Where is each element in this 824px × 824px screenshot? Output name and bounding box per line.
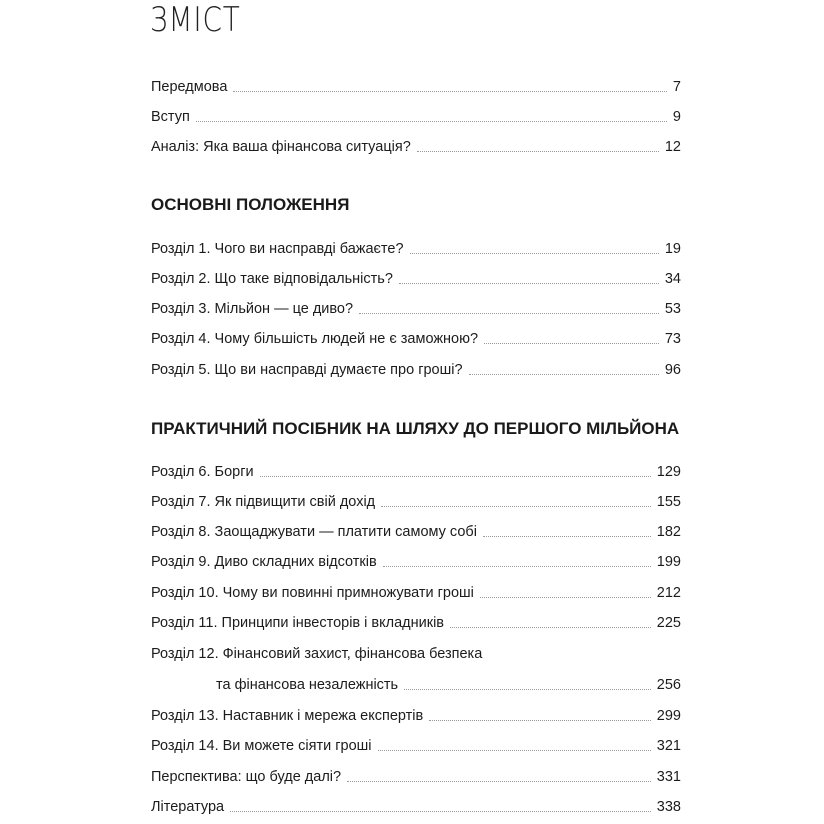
leader-dots (484, 343, 659, 344)
toc-entry-chapter-12-line-1[interactable] (151, 641, 681, 663)
toc-entry-analysis[interactable] (151, 134, 681, 156)
toc-entry-label: Розділ 3. Мільйон — це диво? (151, 301, 354, 317)
toc-entry-page: 331 (656, 769, 681, 785)
toc-entry-chapter-5[interactable] (151, 357, 681, 379)
toc-entry-chapter-2[interactable] (151, 266, 681, 288)
leader-dots (233, 91, 667, 92)
toc-entry-label: Розділ 6. Борги (151, 464, 254, 480)
toc-entry-page: 73 (664, 331, 681, 347)
toc-entry-chapter-14[interactable] (151, 733, 681, 755)
toc-entry-page: 321 (656, 738, 681, 754)
toc-entry-chapter-10[interactable] (151, 580, 681, 602)
toc-entry-page: 19 (664, 241, 681, 257)
toc-entry-page: 34 (664, 271, 681, 287)
leader-dots (359, 313, 659, 314)
page-title: ЗМІСТ (150, 0, 241, 40)
toc-entry-page: 53 (664, 301, 681, 317)
toc-entry-label: Розділ 8. Заощаджувати — платити самому собі (151, 524, 477, 540)
toc-entry-chapter-9[interactable] (151, 549, 681, 571)
leader-dots (469, 374, 659, 375)
toc-entry-chapter-1[interactable] (151, 236, 681, 258)
toc-entry-label: Розділ 4. Чому більшість людей не є заможною? (151, 331, 479, 347)
section-heading-practical-guide: ПРАКТИЧНИЙ ПОСІБНИК НА ШЛЯХУ ДО ПЕРШОГО МІЛЬЙОНА (151, 419, 680, 438)
toc-entry-foreword[interactable] (151, 74, 681, 96)
leader-dots (378, 750, 651, 751)
leader-dots (417, 151, 659, 152)
toc-entry-chapter-12-line-2[interactable] (151, 672, 681, 694)
toc-entry-perspective[interactable] (151, 764, 681, 786)
toc-entry-page: 155 (656, 494, 681, 510)
toc-entry-label: Розділ 1. Чого ви насправді бажаєте? (151, 241, 404, 257)
toc-entry-literature[interactable] (151, 794, 681, 816)
leader-dots (410, 253, 659, 254)
toc-entry-page: 182 (656, 524, 681, 540)
toc-entry-page: 338 (656, 799, 681, 815)
toc-entry-label: Розділ 10. Чому ви повинні примножувати гроші (151, 585, 474, 601)
toc-entry-label: Вступ (151, 109, 190, 125)
toc-entry-page: 96 (664, 362, 681, 378)
toc-entry-chapter-8[interactable] (151, 519, 681, 541)
leader-dots (381, 506, 651, 507)
toc-entry-page: 212 (656, 585, 681, 601)
toc-entry-chapter-11[interactable] (151, 610, 681, 632)
toc-entry-label: Розділ 12. Фінансовий захист, фінансова безпека (151, 646, 483, 662)
toc-entry-label: Розділ 7. Як підвищити свій дохід (151, 494, 376, 510)
toc-entry-page: 299 (656, 708, 681, 724)
toc-entry-page: 199 (656, 554, 681, 570)
toc-entry-label: Розділ 5. Що ви насправді думаєте про гроші? (151, 362, 463, 378)
toc-entry-introduction[interactable] (151, 104, 681, 126)
toc-entry-label: Розділ 13. Наставник і мережа експертів (151, 708, 424, 724)
toc-entry-page: 225 (656, 615, 681, 631)
leader-dots (196, 121, 667, 122)
leader-dots (399, 283, 659, 284)
leader-dots (383, 566, 651, 567)
toc-entry-label: Перспектива: що буде далі? (151, 769, 342, 785)
leader-dots (260, 476, 651, 477)
toc-entry-page: 7 (672, 79, 681, 95)
toc-entry-chapter-13[interactable] (151, 703, 681, 725)
toc-entry-label: та фінансова незалежність (216, 677, 399, 693)
toc-entry-label: Література (151, 799, 225, 815)
leader-dots (404, 689, 651, 690)
leader-dots (230, 811, 651, 812)
toc-entry-label: Розділ 11. Принципи інвесторів і вкладників (151, 615, 444, 631)
section-heading-basics: ОСНОВНІ ПОЛОЖЕННЯ (151, 195, 350, 214)
toc-entry-label: Розділ 9. Диво складних відсотків (151, 554, 377, 570)
toc-entry-label: Передмова (151, 79, 228, 95)
toc-entry-chapter-4[interactable] (151, 326, 681, 348)
leader-dots (450, 627, 651, 628)
toc-entry-chapter-7[interactable] (151, 489, 681, 511)
toc-entry-label: Розділ 2. Що таке відповідальність? (151, 271, 393, 287)
toc-entry-page: 256 (656, 677, 681, 693)
toc-entry-chapter-3[interactable] (151, 296, 681, 318)
toc-entry-chapter-6[interactable] (151, 459, 681, 481)
leader-dots (347, 781, 651, 782)
toc-entry-label: Аналіз: Яка ваша фінансова ситуація? (151, 139, 411, 155)
leader-dots (429, 720, 651, 721)
toc-entry-label: Розділ 14. Ви можете сіяти гроші (151, 738, 372, 754)
toc-entry-page: 129 (656, 464, 681, 480)
leader-dots (483, 536, 651, 537)
toc-entry-page: 9 (672, 109, 681, 125)
toc-entry-page: 12 (664, 139, 681, 155)
leader-dots (480, 597, 651, 598)
